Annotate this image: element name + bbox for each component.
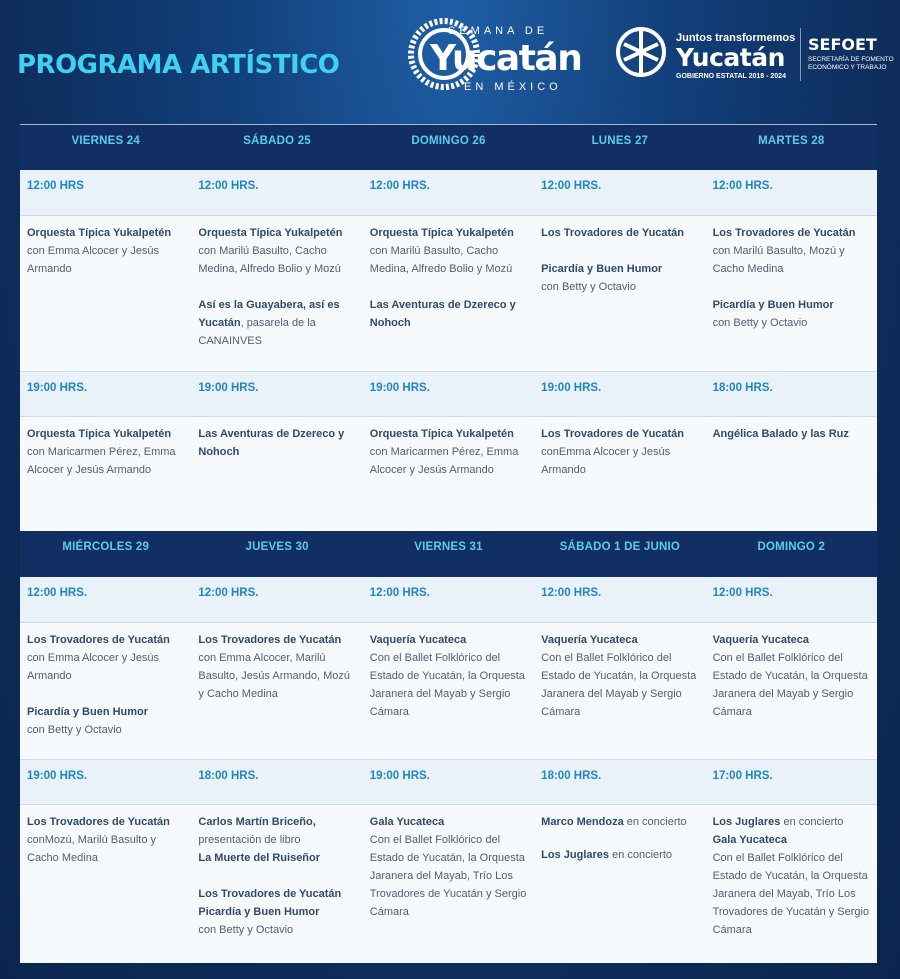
- event-title: Carlos Martín Briceño,: [198, 816, 316, 828]
- content-row-noon: [20, 623, 877, 759]
- event-title: Las Aventuras de Dzereco y Nohoch: [369, 299, 516, 329]
- day-header: VIERNES 31: [414, 541, 483, 553]
- event-detail: Con el Ballet Folklórico del Estado de Yucatán, la Orquesta Jaranera del Mayab, Trío Los Trovadores de Yucatán y Sergio Cámara: [712, 852, 870, 936]
- day-header: DOMINGO 26: [411, 135, 486, 147]
- event-title: Orquesta Típica Yukalpetén: [198, 227, 343, 239]
- event-cell: [706, 216, 877, 371]
- event-detail: con Maricarmen Pérez, Emma Alcocer y Jesús Armando: [369, 446, 519, 476]
- time-label: 12:00 HRS.: [198, 587, 259, 599]
- time-label: 12:00 HRS.: [541, 180, 602, 192]
- time-row-evening: [20, 759, 877, 805]
- time-row-evening: [20, 371, 877, 417]
- event-cell: [534, 417, 705, 497]
- svg-text:Yucatán: Yucatán: [430, 38, 582, 79]
- event-cell: [363, 417, 534, 497]
- event-detail: , pasarela de la CANAINVES: [198, 317, 316, 347]
- time-label: 19:00 HRS.: [27, 382, 88, 394]
- event-title: Picardía y Buen Humor: [27, 706, 149, 718]
- event-cell: [534, 216, 705, 371]
- time-label: 19:00 HRS.: [27, 770, 88, 782]
- event-cell: [706, 623, 877, 759]
- days-header-row: [20, 124, 877, 170]
- event-cell: [363, 805, 534, 963]
- event-detail: con Betty y Octavio: [27, 724, 122, 736]
- svg-text:Yucatán: Yucatán: [676, 43, 785, 72]
- event-detail: con Betty y Octavio: [198, 924, 294, 936]
- event-title: Orquesta Típica Yukalpetén: [27, 227, 172, 239]
- time-label: 12:00 HRS.: [369, 180, 430, 192]
- event-title: La Muerte del Ruiseñor: [198, 852, 321, 864]
- time-label: 17:00 HRS.: [712, 770, 773, 782]
- juntos-transformemos-logo: [612, 22, 802, 82]
- event-title: Así es la Guayabera, así es Yucatán: [198, 299, 340, 329]
- event-cell: [20, 216, 191, 371]
- time-row-noon: [20, 170, 877, 216]
- event-cell: [20, 623, 191, 759]
- day-header: MARTES 28: [758, 135, 825, 147]
- time-label: 12:00 HRS.: [712, 587, 773, 599]
- event-title: Angélica Balado y las Ruz: [712, 428, 849, 440]
- content-row-evening: [20, 417, 877, 497]
- event-detail: con Marilú Basulto, Cacho Medina, Alfredo Bolio y Mozú: [198, 245, 341, 275]
- schedule-table-week1: [20, 124, 877, 496]
- svg-text:GOBIERNO ESTATAL 2018 - 2024: GOBIERNO ESTATAL 2018 - 2024: [676, 73, 786, 80]
- event-cell: [534, 805, 705, 963]
- svg-text:SEFOET: SEFOET: [808, 35, 877, 54]
- event-detail: Con el Ballet Folklórico del Estado de Yucatán, la Orquesta Jaranera del Mayab, Trío Los Trovadores de Yucatán y Sergio Cámara: [369, 834, 527, 918]
- event-detail: conMozú, Marilú Basulto y Cacho Medina: [27, 834, 156, 864]
- svg-text:EN MÉXICO: EN MÉXICO: [464, 81, 562, 93]
- time-label: 19:00 HRS.: [198, 382, 259, 394]
- event-detail: presentación de libro: [198, 834, 301, 846]
- event-title: Los Juglares: [541, 849, 610, 861]
- event-title: Marco Mendoza: [541, 816, 624, 828]
- time-label: 18:00 HRS.: [541, 770, 602, 782]
- svg-text:SECRETARÍA DE FOMENTO: SECRETARÍA DE FOMENTO: [808, 56, 894, 63]
- event-title: Gala Yucateca: [369, 816, 445, 828]
- event-title: Los Trovadores de Yucatán: [541, 227, 685, 239]
- time-label: 18:00 HRS.: [712, 382, 773, 394]
- event-title: Los Trovadores de Yucatán: [27, 634, 170, 646]
- day-header: DOMINGO 2: [757, 541, 826, 553]
- time-label: 19:00 HRS.: [369, 382, 430, 394]
- event-title: Los Trovadores de Yucatán: [712, 227, 856, 239]
- event-title: Los Trovadores de Yucatán: [27, 816, 170, 828]
- time-label: 12:00 HRS.: [541, 587, 602, 599]
- event-title: Orquesta Típica Yukalpetén: [369, 227, 514, 239]
- event-detail: en concierto: [780, 816, 844, 828]
- content-row-evening: [20, 805, 877, 963]
- event-title: Picardía y Buen Humor: [198, 906, 320, 918]
- event-title: Orquesta Típica Yukalpetén: [27, 428, 172, 440]
- event-title: Vaquería Yucateca: [369, 634, 467, 646]
- day-header: MIÉRCOLES 29: [62, 541, 150, 553]
- table-spacer: [20, 496, 877, 531]
- semana-yucatan-logo: [408, 10, 588, 100]
- event-detail: con Emma Alcocer y Jesús Armando: [27, 245, 160, 275]
- day-header: SÁBADO 1 DE JUNIO: [559, 541, 681, 553]
- event-detail: en concierto: [609, 849, 673, 861]
- days-header-row: [20, 531, 877, 577]
- day-header: SÁBADO 25: [243, 135, 311, 147]
- event-cell: [191, 623, 362, 759]
- time-label: 12:00 HRS.: [27, 587, 88, 599]
- event-detail: Con el Ballet Folklórico del Estado de Yucatán, la Orquesta Jaranera del Mayab y Sergio Cámara: [712, 652, 868, 718]
- event-title: Los Juglares: [712, 816, 781, 828]
- event-detail: con Betty y Octavio: [712, 317, 808, 329]
- schedule-table-week2: [20, 531, 877, 961]
- event-cell: [191, 216, 362, 371]
- event-detail: en concierto: [623, 816, 687, 828]
- event-title: Picardía y Buen Humor: [712, 299, 834, 311]
- day-header: LUNES 27: [591, 135, 649, 147]
- time-row-noon: [20, 577, 877, 623]
- time-label: 12:00 HRS.: [198, 180, 259, 192]
- event-detail: con Maricarmen Pérez, Emma Alcocer y Jesús Armando: [27, 446, 176, 476]
- event-detail: Con el Ballet Folklórico del Estado de Yucatán, la Orquesta Jaranera del Mayab y Sergio Cámara: [369, 652, 525, 718]
- svg-text:ECONÓMICO Y TRABAJO: ECONÓMICO Y TRABAJO: [808, 64, 887, 71]
- event-cell: [191, 805, 362, 963]
- event-title: Vaquería Yucateca: [541, 634, 638, 646]
- page-title: PROGRAMA ARTÍSTICO: [17, 50, 340, 80]
- event-cell: [20, 805, 191, 963]
- time-label: 12:00 HRS: [27, 180, 84, 192]
- event-title: Los Trovadores de Yucatán: [541, 428, 685, 440]
- event-detail: con Emma Alcocer y Jesús Armando: [27, 652, 160, 682]
- event-detail: con Emma Alcocer, Marilú Basulto, Jesús Armando, Mozú y Cacho Medina: [198, 652, 351, 700]
- event-cell: [706, 417, 877, 497]
- time-label: 12:00 HRS.: [369, 587, 430, 599]
- event-detail: con Marilú Basulto, Cacho Medina, Alfredo Bolio y Mozú: [369, 245, 513, 275]
- event-cell: [191, 417, 362, 497]
- page-header: [0, 0, 900, 115]
- day-header: JUEVES 30: [245, 541, 309, 553]
- event-detail: Con el Ballet Folklórico del Estado de Yucatán, la Orquesta Jaranera del Mayab y Sergio Cámara: [541, 652, 697, 718]
- event-title: Los Trovadores de Yucatán: [198, 634, 342, 646]
- event-title: Las Aventuras de Dzereco y Nohoch: [198, 428, 345, 458]
- event-title: Picardía y Buen Humor: [541, 263, 663, 275]
- event-title: Los Trovadores de Yucatán: [198, 888, 342, 900]
- event-cell: [706, 805, 877, 963]
- event-detail: con Betty y Octavio: [541, 281, 636, 293]
- event-cell: [363, 623, 534, 759]
- event-cell: [534, 623, 705, 759]
- event-cell: [20, 417, 191, 497]
- event-title: Orquesta Típica Yukalpetén: [369, 428, 514, 440]
- content-row-noon: [20, 216, 877, 371]
- event-detail: conEmma Alcocer y Jesús Armando: [541, 446, 671, 476]
- event-title: Gala Yucateca: [712, 834, 787, 846]
- day-header: VIERNES 24: [71, 135, 140, 147]
- sefoet-logo: [800, 26, 895, 81]
- time-label: 18:00 HRS.: [198, 770, 259, 782]
- event-title: Vaquería Yucateca: [712, 634, 809, 646]
- time-label: 19:00 HRS.: [369, 770, 430, 782]
- svg-text:Juntos transformemos: Juntos transformemos: [676, 32, 796, 44]
- svg-text:SEMANA DE: SEMANA DE: [448, 25, 549, 37]
- time-label: 19:00 HRS.: [541, 382, 602, 394]
- event-cell: [363, 216, 534, 371]
- time-label: 12:00 HRS.: [712, 180, 773, 192]
- event-detail: con Marilú Basulto, Mozú y Cacho Medina: [712, 245, 845, 275]
